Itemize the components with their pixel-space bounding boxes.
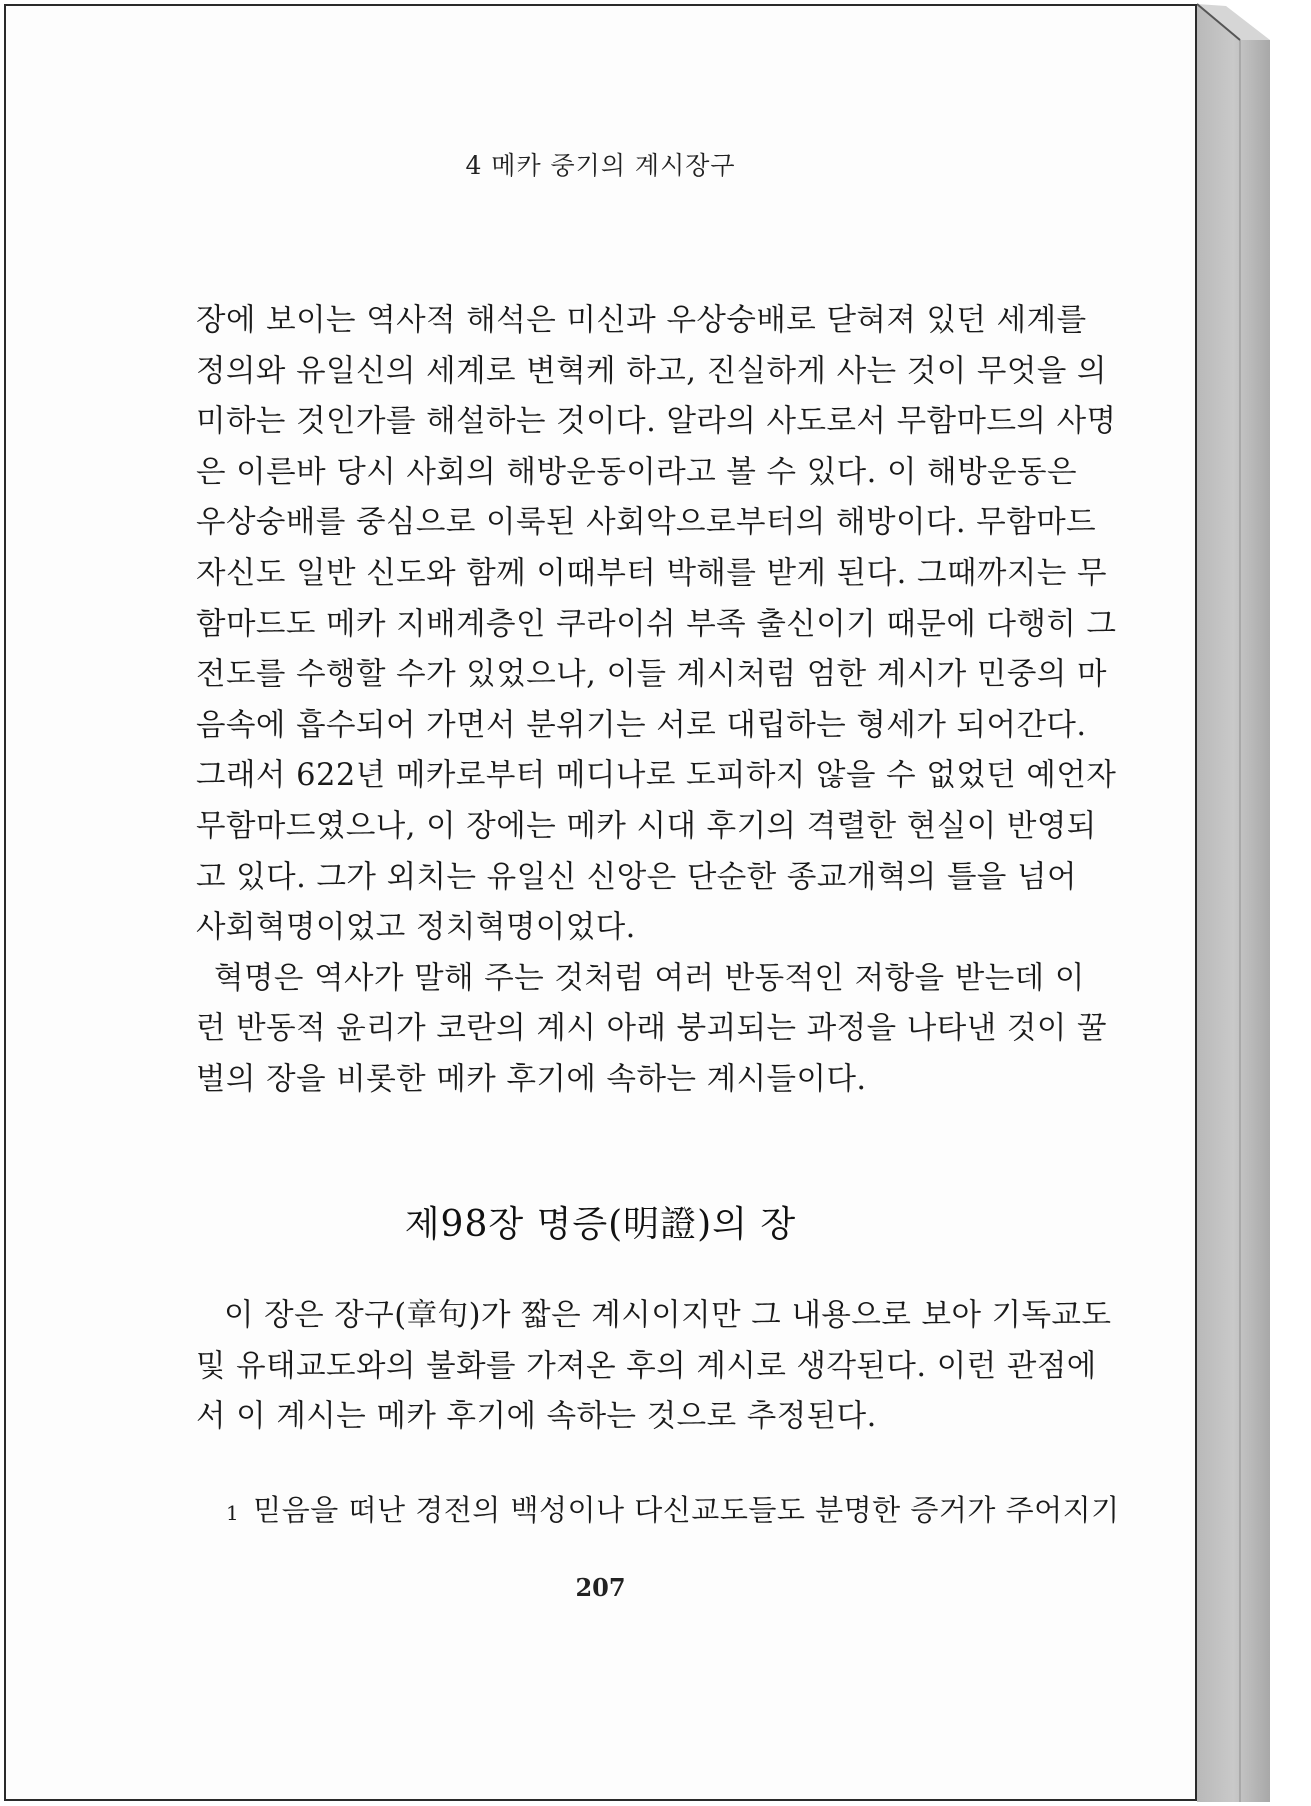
verse-text: 믿음을 떠난 경전의 백성이나 다신교도들도 분명한 증거가 주어지기 [253,1493,1120,1527]
text-line: 정의와 유일신의 세계로 변혁케 하고, 진실하게 사는 것이 무엇을 의 [196,353,1107,389]
text-line: 그래서 622년 메카로부터 메디나로 도피하지 않을 수 없었던 예언자 [196,758,1117,794]
running-head: 4 메카 중기의 계시장구 [465,151,736,180]
text-line: 음속에 흡수되어 가면서 분위기는 서로 대립하는 형세가 되어간다. [196,707,1087,743]
text-line: 무함마드였으나, 이 장에는 메카 시대 후기의 격렬한 현실이 반영되 [196,808,1097,844]
text-line: 및 유태교도와의 불화를 가져온 후의 계시로 생각된다. 이런 관점에 [196,1348,1097,1384]
text-line: 서 이 계시는 메카 후기에 속하는 것으로 추정된다. [196,1399,877,1435]
verse-line [226,1490,1120,1533]
verse-number: 1 [226,1501,240,1525]
text-line: 우상숭배를 중심으로 이룩된 사회악으로부터의 해방이다. 무함마드 [196,505,1097,541]
text-line: 미하는 것인가를 해설하는 것이다. 알라의 사도로서 무함마드의 사명 [196,404,1117,440]
chapter-intro [196,1291,1112,1443]
text-line: 전도를 수행할 수가 있었으나, 이들 계시처럼 엄한 계시가 민중의 마 [196,657,1107,693]
text-line: 혁명은 역사가 말해 주는 것처럼 여러 반동적인 저항을 받는데 이 [214,960,1085,996]
body-text [196,296,1117,1106]
text-line: 함마드도 메카 지배계층인 쿠라이쉬 부족 출신이기 때문에 다행히 그 [196,606,1117,642]
book-page [4,4,1197,1801]
text-line: 사회혁명이었고 정치혁명이었다. [196,910,636,946]
text-line: 벌의 장을 비롯한 메카 후기에 속하는 계시들이다. [196,1061,867,1097]
page-number: 207 [575,1573,626,1602]
text-line: 은 이른바 당시 사회의 해방운동이라고 볼 수 있다. 이 해방운동은 [196,454,1077,490]
text-line: 고 있다. 그가 외치는 유일신 신앙은 단순한 종교개혁의 틀을 넘어 [196,859,1077,895]
text-line: 런 반동적 윤리가 코란의 계시 아래 붕괴되는 과정을 나타낸 것이 꿀 [196,1011,1107,1047]
chapter-title: 제98장 명증(明證)의 장 [404,1204,797,1245]
text-line: 자신도 일반 신도와 함께 이때부터 박해를 받게 된다. 그때까지는 무 [196,555,1107,591]
text-line: 장에 보이는 역사적 해석은 미신과 우상숭배로 닫혀져 있던 세계를 [196,303,1087,338]
text-line: 이 장은 장구(章句)가 짧은 계시이지만 그 내용으로 보아 기독교도 [224,1298,1112,1333]
